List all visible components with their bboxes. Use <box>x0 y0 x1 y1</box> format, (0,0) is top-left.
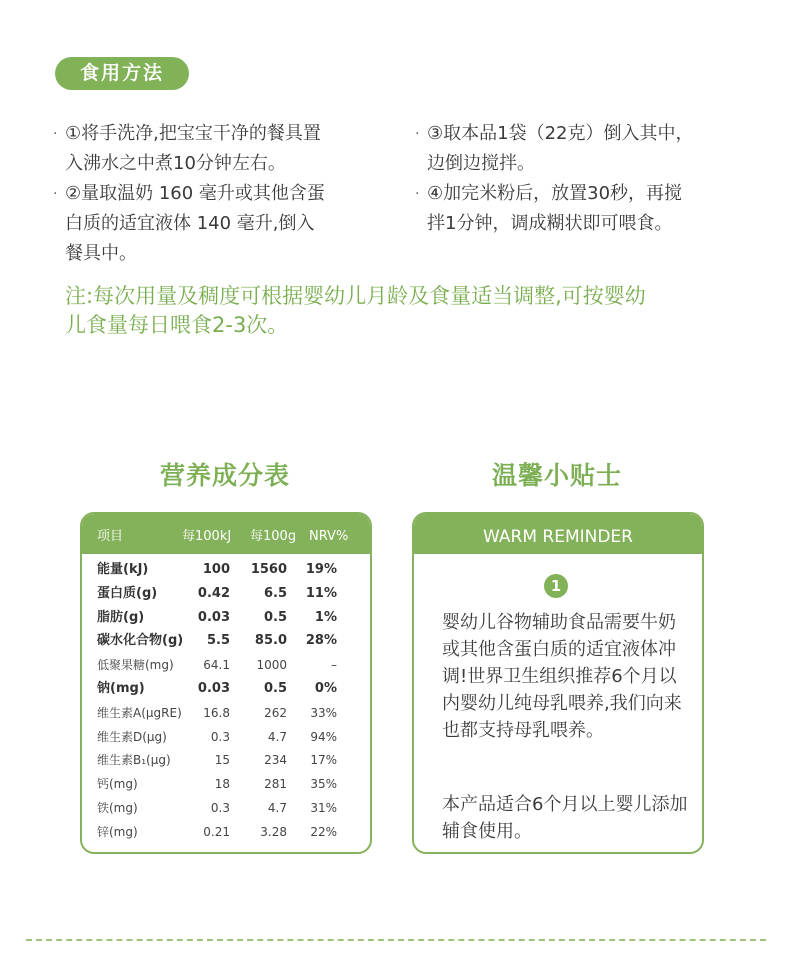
usage-note <box>65 282 715 340</box>
row-item: 蛋白质(g) <box>97 585 158 601</box>
dashed-divider <box>26 939 766 941</box>
reminder-card <box>412 512 704 854</box>
row-item: 钠(mg) <box>97 681 145 696</box>
table-row <box>82 558 370 582</box>
reminder-line: 或其他含蛋白质的适宜液体冲 <box>442 639 676 660</box>
row-nrv: 94% <box>310 729 337 744</box>
note-line: 注:每次用量及稠度可根据婴幼儿月龄及食量适当调整,可按婴幼 <box>65 284 646 308</box>
table-row <box>82 629 370 653</box>
table-row <box>82 772 370 796</box>
row-item: 维生素D(μg) <box>97 729 167 744</box>
row-per-100g: 6.5 <box>263 585 287 601</box>
row-per-kj: 0.42 <box>197 585 230 601</box>
row-nrv: 17% <box>310 753 337 768</box>
table-row <box>82 820 370 844</box>
step-line: ④加完米粉后，放置30秒，再搅 <box>427 183 683 204</box>
table-row <box>82 725 370 749</box>
reminder-paragraph-2 <box>442 791 692 845</box>
row-item: 脂肪(g) <box>97 609 145 625</box>
number-badge: 1 <box>544 574 568 598</box>
row-nrv: 22% <box>310 824 337 839</box>
row-item: 能量(kJ) <box>97 562 149 577</box>
usage-title-badge <box>55 57 189 90</box>
table-row <box>82 606 370 630</box>
step-line: 入沸水之中煮10分钟左右。 <box>65 153 286 174</box>
nutrition-table-header <box>82 514 370 554</box>
table-row <box>82 653 370 677</box>
reminder-card-title: WARM REMINDER <box>414 514 702 554</box>
row-per-kj: 0.03 <box>197 609 230 625</box>
step-line: ②量取温奶 160 毫升或其他含蛋 <box>65 183 325 204</box>
reminder-line: 辅食使用。 <box>442 821 532 842</box>
row-per-100g: 0.5 <box>263 609 287 625</box>
row-per-100g: 1560 <box>250 562 287 577</box>
row-item: 维生素A(μgRE) <box>97 705 182 720</box>
table-row <box>82 796 370 820</box>
row-item: 铁(mg) <box>97 801 138 815</box>
table-row <box>82 677 370 701</box>
usage-step-4 <box>415 179 683 239</box>
row-per-100g: 1000 <box>256 658 287 673</box>
row-per-100g: 3.28 <box>260 824 287 839</box>
reminder-line: 调!世界卫生组织推荐6个月以 <box>442 666 677 687</box>
step-line: 白质的适宜液体 140 毫升,倒入 <box>65 213 315 234</box>
reminder-heading: 温馨小贴士 <box>491 461 622 490</box>
row-per-100g: 4.7 <box>267 729 287 744</box>
row-per-kj: 0.3 <box>210 729 230 744</box>
row-per-kj: 100 <box>202 562 230 577</box>
header-item: 项目 <box>97 529 124 544</box>
row-item: 维生素B₁(μg) <box>97 753 171 768</box>
reminder-paragraph-1 <box>442 609 692 744</box>
table-row <box>82 701 370 725</box>
reminder-line: 本产品适合6个月以上婴儿添加 <box>442 794 688 815</box>
bullet-dot: · <box>53 186 58 202</box>
header-nrv: NRV% <box>309 529 349 544</box>
usage-step-2 <box>53 179 325 269</box>
note-line: 儿食量每日喂食2-3次。 <box>65 313 289 337</box>
row-nrv: 28% <box>305 633 337 649</box>
step-line: 餐具中。 <box>65 243 137 264</box>
row-nrv: 19% <box>305 562 337 577</box>
reminder-line: 婴幼儿谷物辅助食品需要牛奶 <box>442 612 676 633</box>
row-item: 低聚果糖(mg) <box>97 658 174 673</box>
row-per-kj: 0.3 <box>210 801 230 815</box>
reminder-line: 也都支持母乳喂养。 <box>442 720 604 741</box>
row-per-100g: 85.0 <box>254 633 287 649</box>
row-per-kj: 18 <box>214 777 230 792</box>
row-nrv: – <box>331 658 337 673</box>
step-line: ①将手洗净,把宝宝干净的餐具置 <box>65 123 321 144</box>
row-nrv: 11% <box>305 585 337 601</box>
nutrition-table <box>80 512 372 854</box>
row-nrv: 35% <box>310 777 337 792</box>
row-per-100g: 0.5 <box>263 681 287 696</box>
usage-step-1 <box>53 119 321 179</box>
reminder-line: 内婴幼儿纯母乳喂养,我们向来 <box>442 693 682 714</box>
bullet-dot: · <box>415 126 420 142</box>
table-row <box>82 748 370 772</box>
row-per-kj: 64.1 <box>203 658 230 673</box>
row-per-100g: 4.7 <box>267 801 287 815</box>
row-per-100g: 281 <box>264 777 287 792</box>
row-per-kj: 5.5 <box>206 633 230 649</box>
bullet-dot: · <box>415 186 420 202</box>
row-per-kj: 0.03 <box>197 681 230 696</box>
header-per-100g: 每100g <box>250 529 297 544</box>
step-line: 边倒边搅拌。 <box>427 153 535 174</box>
table-row <box>82 582 370 606</box>
row-nrv: 0% <box>314 681 337 696</box>
row-item: 碳水化合物(g) <box>97 633 184 649</box>
row-nrv: 33% <box>310 705 337 720</box>
row-item: 锌(mg) <box>97 824 138 839</box>
row-per-100g: 234 <box>264 753 287 768</box>
row-per-kj: 16.8 <box>203 705 230 720</box>
row-per-kj: 0.21 <box>203 824 230 839</box>
row-nrv: 1% <box>314 609 337 625</box>
header-per-kj: 每100kJ <box>182 529 232 544</box>
usage-step-3 <box>415 119 694 179</box>
usage-title: 食用方法 <box>79 62 164 84</box>
bullet-dot: · <box>53 126 58 142</box>
row-per-kj: 15 <box>214 753 230 768</box>
row-nrv: 31% <box>310 801 337 815</box>
nutrition-heading: 营养成分表 <box>159 461 290 490</box>
row-per-100g: 262 <box>264 705 287 720</box>
step-line: 拌1分钟，调成糊状即可喂食。 <box>427 213 673 234</box>
row-item: 钙(mg) <box>97 777 138 792</box>
step-line: ③取本品1袋（22克）倒入其中， <box>427 123 694 144</box>
